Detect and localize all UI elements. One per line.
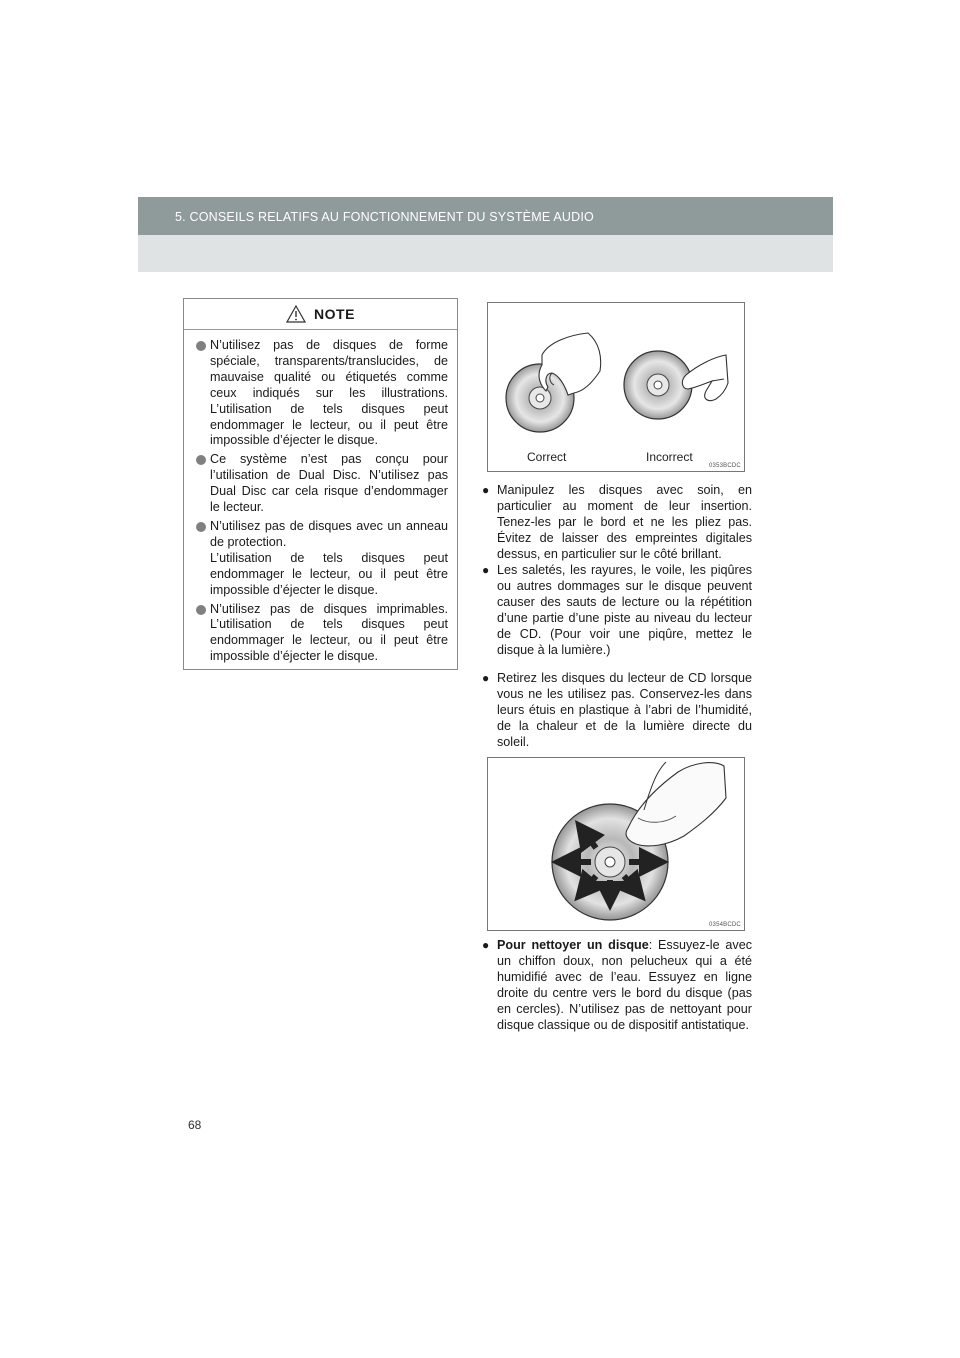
bullet-dot-icon xyxy=(196,341,206,351)
note-item xyxy=(196,602,448,666)
note-item-text: N’utilisez pas de disques avec un anneau de protection. L’utilisation de tels disques peut endommager le lecteur, ou il peut être impossible d’éjecter le disque. xyxy=(210,518,448,597)
note-header xyxy=(184,299,457,330)
bullet-item xyxy=(482,938,752,1033)
bullet-text: Retirez les disques du lecteur de CD lorsque vous ne les utilisez pas. Conservez-les dans leurs étuis en plastique à l’abri de l’humidité, de la chaleur et de la lumière directe du soleil. xyxy=(497,671,752,749)
note-box xyxy=(183,298,458,670)
note-list xyxy=(184,330,457,665)
warning-triangle-icon xyxy=(286,305,306,323)
figure-code: 0354BCDC xyxy=(709,922,741,928)
bullet-dot-icon xyxy=(196,605,206,615)
note-item xyxy=(196,452,448,516)
note-title: NOTE xyxy=(314,306,355,322)
bullet-dot-icon xyxy=(196,522,206,532)
bullet-marker: ● xyxy=(482,671,490,685)
bullet-marker: ● xyxy=(482,483,490,497)
note-item-text: N’utilisez pas de disques imprimables. L’utilisation de tels disques peut endommager le lecteur, ou il peut être impossible d’éjecter le disque. xyxy=(210,601,448,664)
bullet-item xyxy=(482,563,752,658)
disc-handling-illustration xyxy=(488,303,744,471)
bullet-bold-lead: Pour nettoyer un disque xyxy=(497,938,649,952)
bullet-marker: ● xyxy=(482,938,490,952)
disc-cleaning-figure xyxy=(487,757,745,931)
label-incorrect: Incorrect xyxy=(646,450,693,464)
bullet-dot-icon xyxy=(196,455,206,465)
disc-handling-figure xyxy=(487,302,745,472)
label-correct: Correct xyxy=(527,450,567,464)
bullet-text-rest: : Essuyez-le avec un chiffon doux, non pelucheux qui a été humidifié avec de l’eau. Essuyez en ligne droite du centre vers le bord du disque (pas en cercles). N’utilisez pas de nettoyant pour disque classique ou de dispositif antistatique. xyxy=(497,938,752,1032)
header-subband xyxy=(138,235,833,272)
disc-cleaning-illustration xyxy=(488,758,744,930)
note-item xyxy=(196,519,448,599)
bullet-text: Manipulez les disques avec soin, en particulier au moment de leur insertion. Tenez-les par le bord et ne les pliez pas. Évitez de laisser des empreintes digitales dessus, en particulier sur le côté brillant. xyxy=(497,483,752,561)
bullet-item xyxy=(482,483,752,563)
bullet-item xyxy=(482,671,752,751)
note-item-text: Ce système n’est pas conçu pour l’utilisation de Dual Disc. N’utilisez pas Dual Disc car cela risque d’endommager le lecteur. xyxy=(210,452,448,515)
figure-code: 0353BCDC xyxy=(709,463,741,469)
bullet-text xyxy=(497,938,752,1033)
note-item-text: N’utilisez pas de disques de forme spéciale, transparents/translucides, de mauvaise qualité ou étiquetés comme ceux indiqués sur les illustrations. L’utilisation de tels disques peut endommager le lecteur, ou il peut être impossible d’éjecter le disque. xyxy=(210,338,448,448)
bullet-marker: ● xyxy=(482,563,490,577)
section-title: 5. CONSEILS RELATIFS AU FONCTIONNEMENT DU SYSTÈME AUDIO xyxy=(175,210,594,224)
page-number: 68 xyxy=(188,1118,202,1132)
bullet-text: Les saletés, les rayures, le voile, les piqûres ou autres dommages sur le disque peuvent causer des sauts de lecture ou la répétition d’une partie d’une piste au niveau du lecteur de CD. (Pour voir une piqûre, mettez le disque à la lumière.) xyxy=(497,563,752,657)
note-item xyxy=(196,338,448,449)
